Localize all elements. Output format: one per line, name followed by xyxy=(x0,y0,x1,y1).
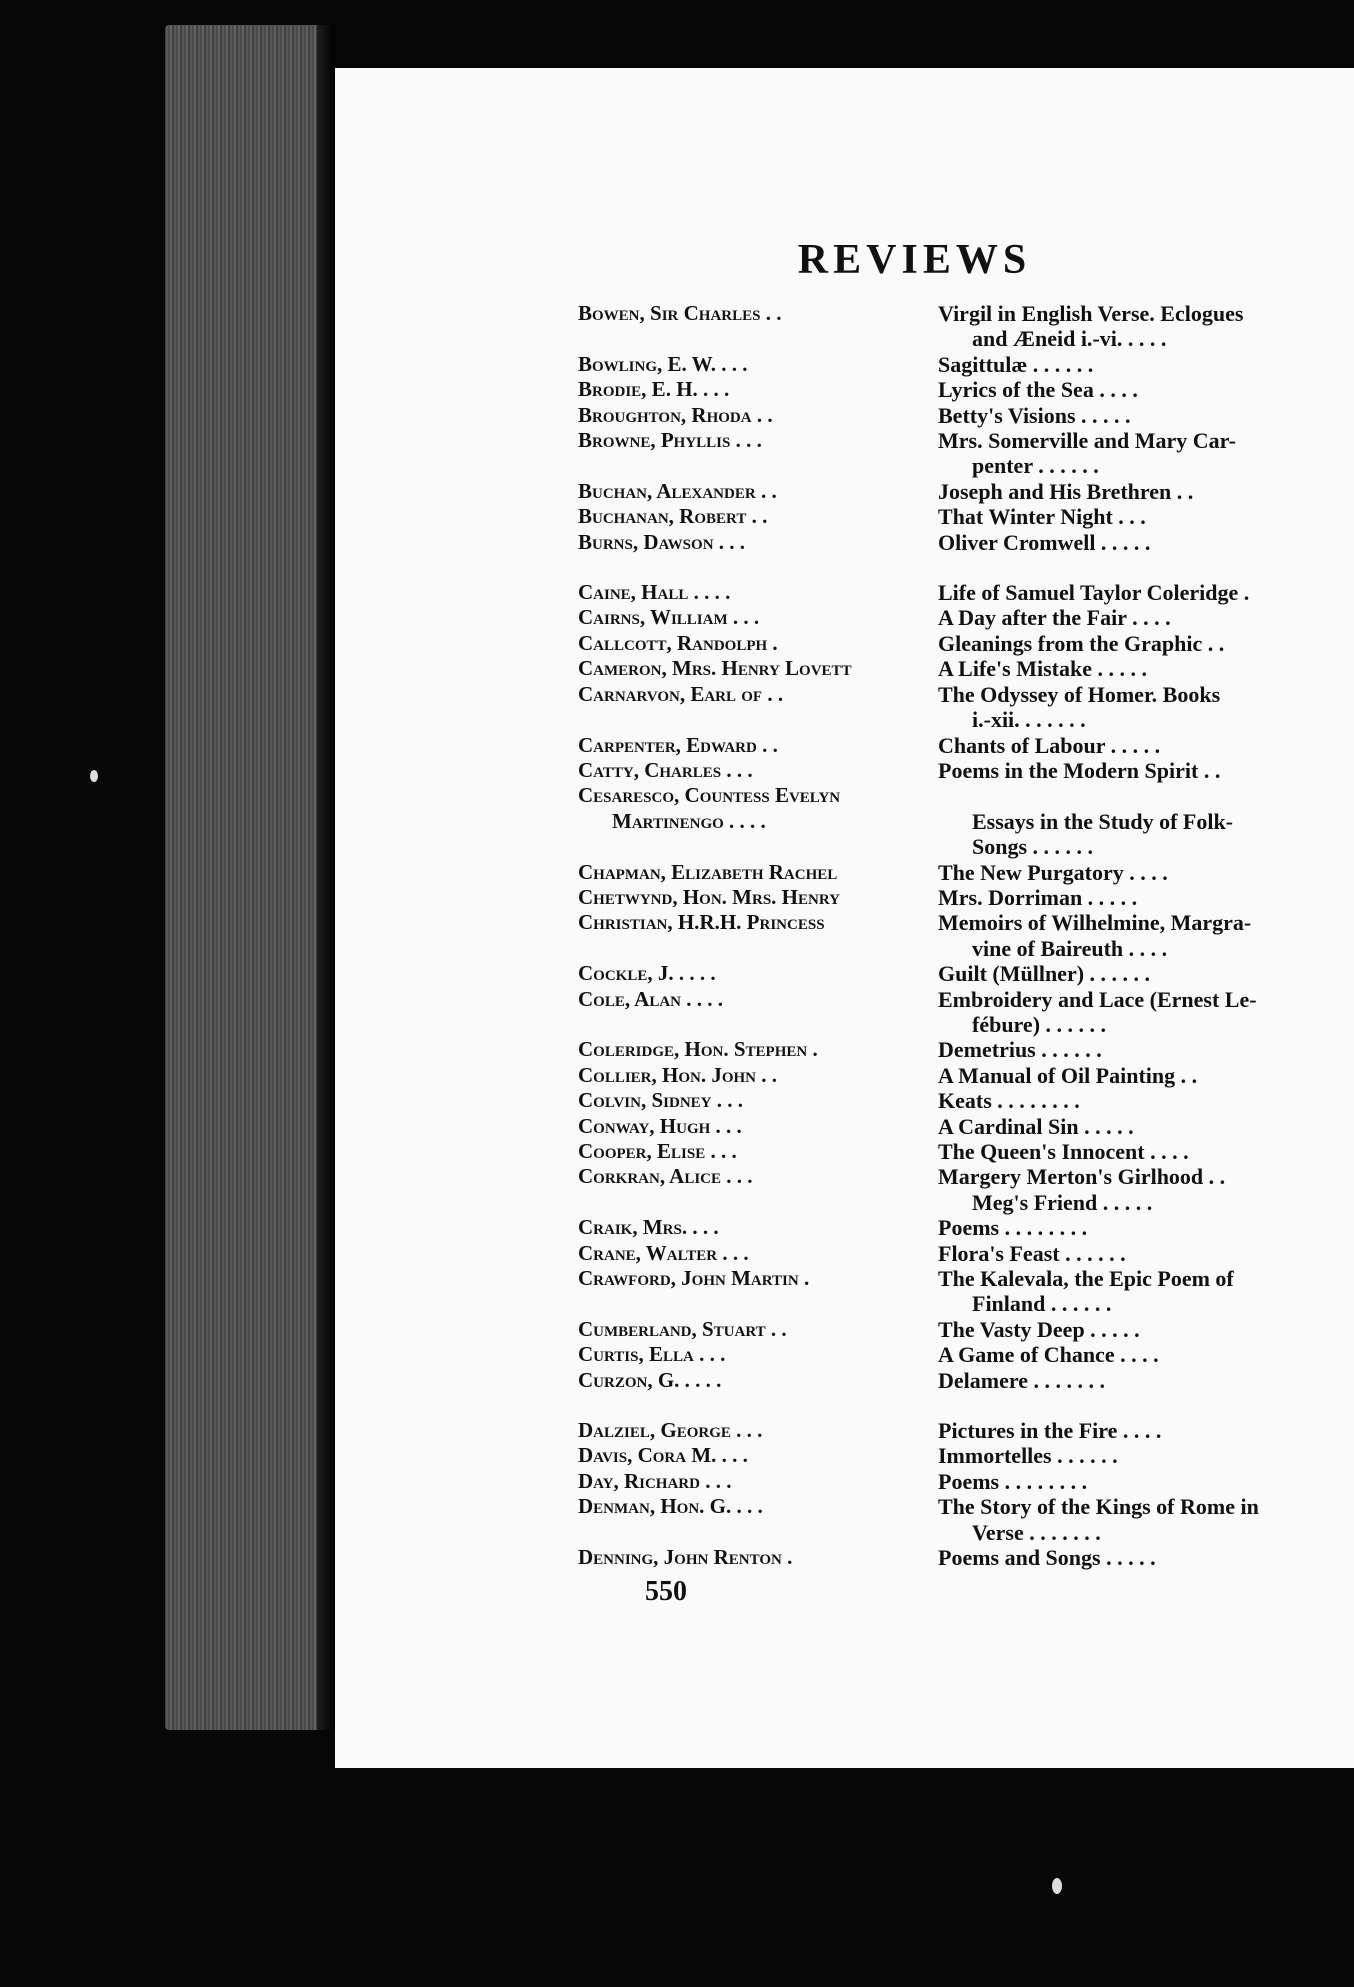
entry-author: Davis, Cora M. . . . xyxy=(578,1443,748,1468)
review-entry-continuation xyxy=(578,1012,1348,1037)
entry-title: Poems . . . . . . . . xyxy=(938,1468,1088,1494)
entry-author: Cole, Alan . . . . xyxy=(578,986,724,1011)
entry-author: Buchanan, Robert . . xyxy=(578,504,768,529)
entry-author: Burns, Dawson . . . xyxy=(578,529,746,554)
entry-title: Virgil in English Verse. Eclogues xyxy=(938,301,1244,326)
review-entry xyxy=(578,860,1348,885)
entry-author: Curzon, G. . . . . xyxy=(578,1367,722,1392)
entry-title: Pictures in the Fire . . . . xyxy=(938,1418,1162,1444)
review-entry xyxy=(578,656,1348,681)
entry-title-continued: Finland . . . . . . xyxy=(972,1291,1112,1317)
review-entries-list xyxy=(578,301,1348,1571)
entry-title: A Life's Mistake . . . . . xyxy=(938,656,1147,682)
entry-author: Carpenter, Edward . . xyxy=(578,732,778,757)
review-entry xyxy=(578,910,1348,935)
review-entry xyxy=(578,885,1348,910)
review-entry xyxy=(578,758,1348,783)
review-entry xyxy=(578,1342,1348,1367)
review-entry-continuation xyxy=(578,1291,1348,1316)
entry-author: Dalziel, George . . . xyxy=(578,1418,763,1443)
entry-author-blank xyxy=(578,707,938,732)
review-entry xyxy=(578,1368,1348,1393)
review-entry xyxy=(578,1418,1348,1443)
review-entry xyxy=(578,1139,1348,1164)
entry-title: Poems . . . . . . . . xyxy=(938,1215,1088,1241)
entry-author: Collier, Hon. John . . xyxy=(578,1062,778,1087)
review-entry xyxy=(578,1088,1348,1113)
entry-title: The Odyssey of Homer. Books xyxy=(938,681,1221,707)
review-entry xyxy=(578,1063,1348,1088)
entry-author-blank xyxy=(578,326,938,351)
review-entry-continuation xyxy=(578,453,1348,478)
review-entry xyxy=(578,1266,1348,1291)
entry-title-continued: i.-xii. . . . . . . xyxy=(972,707,1086,733)
entry-title: Chants of Labour . . . . . xyxy=(938,732,1161,758)
book-spine-edge xyxy=(165,25,335,1730)
review-entry xyxy=(578,631,1348,656)
entry-title: Betty's Visions . . . . . xyxy=(938,402,1131,428)
entry-title: Joseph and His Brethren . . xyxy=(938,478,1194,504)
entry-title: Margery Merton's Girlhood . . xyxy=(938,1164,1226,1190)
review-entry xyxy=(578,682,1348,707)
entry-title: Mrs. Dorriman . . . . . xyxy=(938,884,1138,910)
book-page xyxy=(335,68,1354,1768)
entry-author: Corkran, Alice . . . xyxy=(578,1164,753,1189)
review-entry xyxy=(578,580,1348,605)
entry-author-blank xyxy=(578,453,938,478)
entry-title: Guilt (Müllner) . . . . . . xyxy=(938,961,1151,987)
entry-title-continued: Songs . . . . . . xyxy=(972,834,1094,860)
entry-author: Colvin, Sidney . . . xyxy=(578,1088,743,1113)
entry-title: Sagittulæ . . . . . . xyxy=(938,351,1094,377)
entry-title: That Winter Night . . . xyxy=(938,504,1146,530)
entry-author: Conway, Hugh . . . xyxy=(578,1113,742,1138)
entry-author: Cooper, Elise . . . xyxy=(578,1139,737,1163)
entry-title: Immortelles . . . . . . xyxy=(938,1443,1118,1469)
entry-author-blank xyxy=(578,1520,938,1545)
review-entry-continuation xyxy=(578,936,1348,961)
entry-title-continued: vine of Baireuth . . . . xyxy=(972,935,1168,961)
review-entry xyxy=(578,1545,1348,1570)
entry-author-blank xyxy=(578,1012,938,1037)
entry-title: Lyrics of the Sea . . . . xyxy=(938,377,1138,403)
entry-author: Buchan, Alexander . . xyxy=(578,478,777,503)
review-entry-continuation xyxy=(578,1190,1348,1215)
review-entry xyxy=(578,1443,1348,1468)
entry-author: Chetwynd, Hon. Mrs. Henry xyxy=(578,884,840,909)
entry-author: Crane, Walter . . . xyxy=(578,1240,749,1265)
review-entry xyxy=(578,352,1348,377)
entry-author: Cumberland, Stuart . . xyxy=(578,1316,787,1341)
entry-author-blank xyxy=(578,834,938,859)
entry-author: Martinengo . . . . xyxy=(612,808,766,833)
entry-author: Cesaresco, Countess Evelyn xyxy=(578,783,841,808)
entry-title: The New Purgatory . . . . xyxy=(938,859,1168,885)
review-entry xyxy=(578,605,1348,630)
entry-author: Cairns, William . . . xyxy=(578,605,760,630)
review-entry-continuation xyxy=(578,834,1348,859)
entry-title: Memoirs of Wilhelmine, Margra- xyxy=(938,910,1252,936)
review-entry xyxy=(578,479,1348,504)
entry-author: Callcott, Randolph . xyxy=(578,630,778,655)
entry-author: Bowen, Sir Charles . . xyxy=(578,301,782,325)
review-entry xyxy=(578,530,1348,555)
entry-title: Essays in the Study of Folk- xyxy=(972,808,1234,834)
entry-author: Denman, Hon. G. . . . xyxy=(578,1494,763,1519)
review-entry xyxy=(578,428,1348,453)
entry-title: Poems in the Modern Spirit . . xyxy=(938,757,1221,783)
review-entry xyxy=(578,961,1348,986)
entry-author: Broughton, Rhoda . . xyxy=(578,402,773,427)
entry-author: Denning, John Renton . xyxy=(578,1545,793,1570)
review-entry-continuation xyxy=(578,707,1348,732)
review-entry xyxy=(578,733,1348,758)
entry-title: Demetrius . . . . . . xyxy=(938,1037,1102,1063)
review-entry xyxy=(578,1241,1348,1266)
entry-author: Craik, Mrs. . . . xyxy=(578,1215,719,1240)
entry-title: A Game of Chance . . . . xyxy=(938,1342,1159,1368)
review-entry xyxy=(578,987,1348,1012)
entry-title: A Cardinal Sin . . . . . xyxy=(938,1113,1134,1139)
review-entry xyxy=(578,504,1348,529)
entry-author: Chapman, Elizabeth Rachel xyxy=(578,859,838,884)
entry-title-continued: penter . . . . . . xyxy=(972,453,1099,479)
entry-title: Embroidery and Lace (Ernest Le- xyxy=(938,986,1257,1012)
entry-author: Browne, Phyllis . . . xyxy=(578,428,762,453)
entry-author: Caine, Hall . . . . xyxy=(578,580,731,605)
review-entry xyxy=(578,783,1348,808)
entry-title: Life of Samuel Taylor Coleridge . xyxy=(938,580,1250,606)
review-entry xyxy=(578,1215,1348,1240)
entry-author: Curtis, Ella . . . xyxy=(578,1342,726,1367)
entry-title: Gleanings from the Graphic . . xyxy=(938,630,1225,656)
entry-author: Day, Richard . . . xyxy=(578,1468,732,1493)
review-entry xyxy=(578,809,1348,834)
entry-title: Poems and Songs . . . . . xyxy=(938,1545,1156,1571)
entry-title: Mrs. Somerville and Mary Car- xyxy=(938,428,1236,454)
entry-title: Flora's Feast . . . . . . xyxy=(938,1240,1126,1266)
scan-speck xyxy=(90,770,98,782)
entry-title: The Vasty Deep . . . . . xyxy=(938,1316,1140,1342)
entry-author: Brodie, E. H. . . . xyxy=(578,377,730,402)
review-entry-continuation xyxy=(578,326,1348,351)
entry-author: Bowling, E. W. . . . xyxy=(578,351,748,376)
review-entry-continuation xyxy=(578,1520,1348,1545)
entry-author: Catty, Charles . . . xyxy=(578,757,753,782)
entry-author: Carnarvon, Earl of . . xyxy=(578,681,784,706)
entry-title: The Kalevala, the Epic Poem of xyxy=(938,1266,1234,1292)
review-entry xyxy=(578,403,1348,428)
entry-author: Cockle, J. . . . . xyxy=(578,961,716,986)
entry-title: A Day after the Fair . . . . xyxy=(938,605,1171,631)
entry-author: Coleridge, Hon. Stephen . xyxy=(578,1037,818,1062)
entry-title: Oliver Cromwell . . . . . xyxy=(938,529,1151,555)
review-entry xyxy=(578,1114,1348,1139)
entry-author-blank xyxy=(578,936,938,961)
entry-title: The Queen's Innocent . . . . xyxy=(938,1139,1189,1164)
entry-title-continued: and Æneid i.-vi. . . . . xyxy=(972,326,1167,352)
entry-author: Christian, H.R.H. Princess xyxy=(578,910,825,935)
review-entry xyxy=(578,1037,1348,1062)
review-entry xyxy=(578,1494,1348,1519)
review-entry xyxy=(578,1469,1348,1494)
entry-title-continued: fébure) . . . . . . xyxy=(972,1011,1107,1037)
entry-author-blank xyxy=(578,1190,938,1215)
scan-speck xyxy=(1052,1878,1062,1894)
review-entry xyxy=(578,1317,1348,1342)
entry-title: A Manual of Oil Painting . . xyxy=(938,1062,1198,1088)
entry-author-blank xyxy=(578,1291,938,1316)
page-heading: REVIEWS xyxy=(797,237,1032,283)
entry-title-continued: Meg's Friend . . . . . xyxy=(972,1189,1153,1215)
page-number: 550 xyxy=(645,1576,687,1607)
entry-author: Cameron, Mrs. Henry Lovett xyxy=(578,656,852,681)
review-entry xyxy=(578,377,1348,402)
entry-author: Crawford, John Martin . xyxy=(578,1266,810,1291)
entry-title-continued: Verse . . . . . . . xyxy=(972,1519,1101,1545)
entry-title: Delamere . . . . . . . xyxy=(938,1367,1105,1393)
entry-title: The Story of the Kings of Rome in xyxy=(938,1494,1259,1520)
entry-title xyxy=(938,783,1348,808)
entry-title: Keats . . . . . . . . xyxy=(938,1088,1080,1114)
review-entry xyxy=(578,301,1348,326)
review-entry xyxy=(578,1164,1348,1189)
